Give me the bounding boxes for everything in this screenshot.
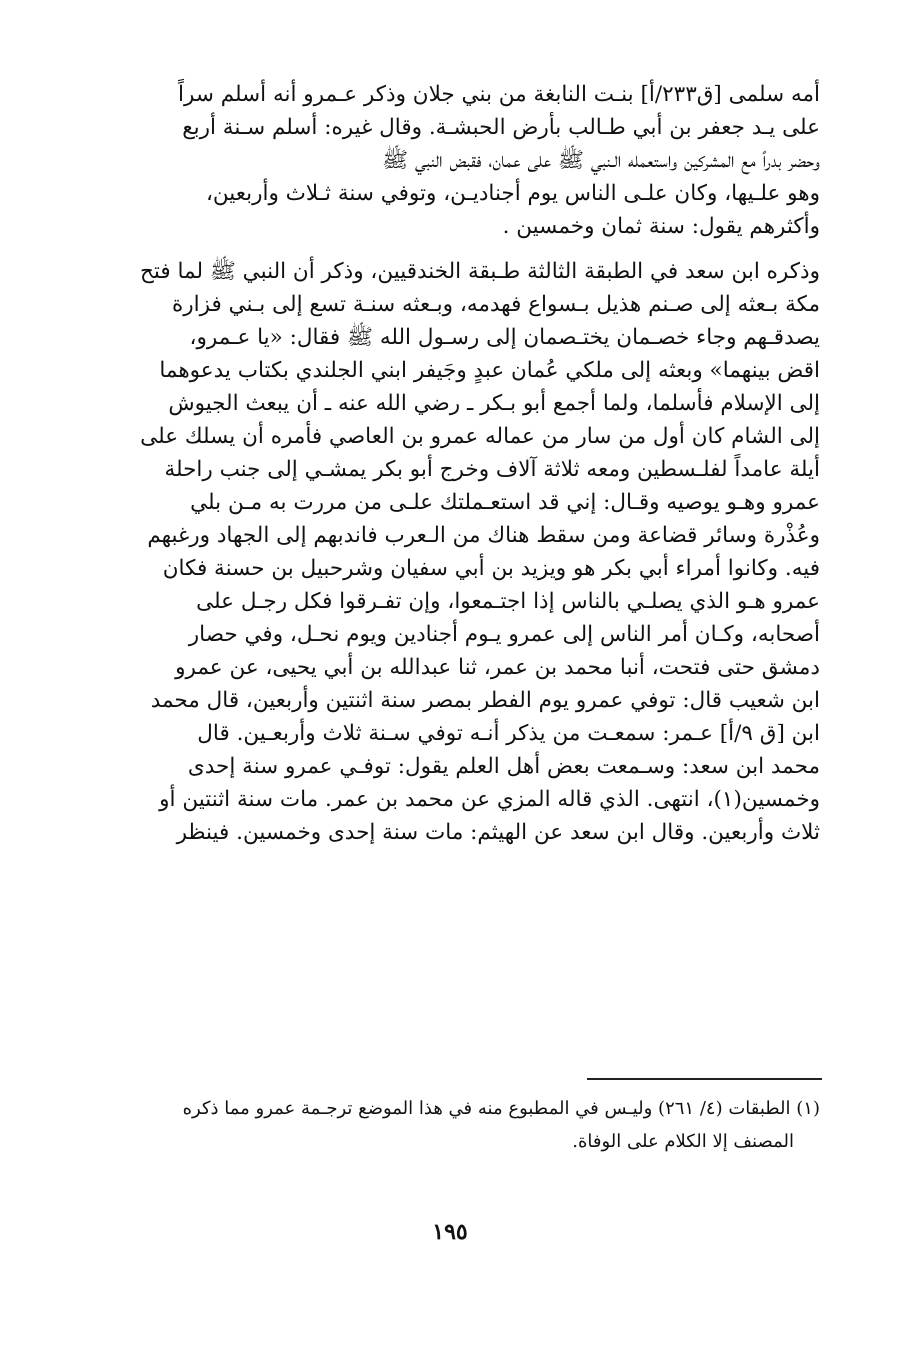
text-line: فيه. وكانوا أمراء أبي بكر هو ويزيد بن أبي سفيان وشرحبيل بن حسنة فكان: [162, 556, 820, 581]
text-line: ابن شعيب قال: توفي عمرو يوم الفطر بمصر سنة اثنتين وأربعين، قال محمد: [150, 688, 820, 713]
text-line: يصدقـهم وجاء خصـمان يختـصمان إلى رسـول الله ﷺ فقال: «يا عـمرو،: [189, 325, 820, 350]
text-line: وحضر بدراً مع المشركين واستعمله الـنبي ﷺ على عمان، فقبض النبي ﷺ: [382, 148, 820, 173]
paragraph-2: [96, 255, 820, 849]
text-line: عمرو وهـو يوصيه وقـال: إني قد استعـملتك علـى من مررت به مـن بلي: [190, 490, 820, 515]
page-body: [96, 78, 820, 849]
text-line: وهو علـيها، وكان علـى الناس يوم أجناديـن، وتوفي سنة ثـلاث وأربعين،: [205, 181, 820, 206]
text-line: إلى الإسلام فأسلما، ولما أجمع أبو بـكر ـ رضي الله عنه ـ أن يبعث الجيوش: [168, 391, 820, 416]
text-line: محمد ابن سعد: وسـمعت بعض أهل العلم يقول: توفـي عمرو سنة إحدى: [187, 754, 820, 779]
text-line: أصحابه، وكـان أمر الناس إلى عمرو يـوم أجنادين ويوم نحـل، وفي حصار: [188, 622, 820, 647]
text-line: ابن [ق ٩/أ] عـمر: سمعـت من يذكر أنـه توفي سـنة ثلاث وأربعـين. قال: [197, 721, 820, 746]
footnote: [96, 1092, 820, 1158]
text-line: وخمسين(١)، انتهى. الذي قاله المزي عن محمد بن عمر. مات سنة اثنتين أو: [159, 787, 820, 812]
footnote-line: (١) الطبقات (٤/ ٢٦١) وليـس في المطبوع منه في هذا الموضع ترجـمة عمرو مما ذكره: [182, 1098, 820, 1119]
text-line: ثلاث وأربعين. وقال ابن سعد عن الهيثم: مات سنة إحدى وخمسين. فينظر: [176, 820, 820, 845]
text-line: دمشق حتى فتحت، أنبا محمد بن عمر، ثنا عبدالله بن أبي يحيى، عن عمرو: [175, 655, 820, 680]
text-line: على يـد جعفر بن أبي طـالب بأرض الحبشـة. وقال غيره: أسلم سـنة أربع: [182, 115, 820, 140]
paragraph-1: [96, 78, 820, 243]
text-line: وعُذْرة وسائر قضاعة ومن سقط هناك من الـعرب فاندبهم إلى الجهاد ورغبهم: [147, 523, 820, 548]
text-line: اقض بينهما» وبعثه إلى ملكي عُمان عبدٍ وجَيفر ابني الجلندي بكتاب يدعوهما: [159, 358, 820, 383]
text-line: أمه سلمى [ق٢٣٣/أ] بنـت النابغة من بني جلان وذكر عـمرو أنه أسلم سراً: [178, 82, 820, 107]
text-line: مكة بـعثه إلى صـنم هذيل بـسواع فهدمه، وبـعثه سنـة تسع إلى بـني فزارة: [172, 292, 820, 317]
footnote-separator: [587, 1078, 822, 1080]
text-line: وذكره ابن سعد في الطبقة الثالثة طـبقة الخندقيين، وذكر أن النبي ﷺ لما فتح: [140, 259, 820, 284]
footnote-line: المصنف إلا الكلام على الوفاة.: [572, 1131, 794, 1152]
page-number: ١٩٥: [432, 1219, 468, 1245]
text-line: وأكثرهم يقول: سنة ثمان وخمسين .: [502, 214, 820, 239]
text-line: أيلة عامداً لفلـسطين ومعه ثلاثة آلاف وخرج أبو بكر يمشـي إلى جنب راحلة: [164, 457, 820, 482]
text-line: عمرو هـو الذي يصلـي بالناس إذا اجتـمعوا، وإن تفـرقوا فكل رجـل على: [196, 589, 820, 614]
text-line: إلى الشام كان أول من سار من عماله عمرو بن العاصي فأمره أن يسلك على: [140, 424, 820, 449]
